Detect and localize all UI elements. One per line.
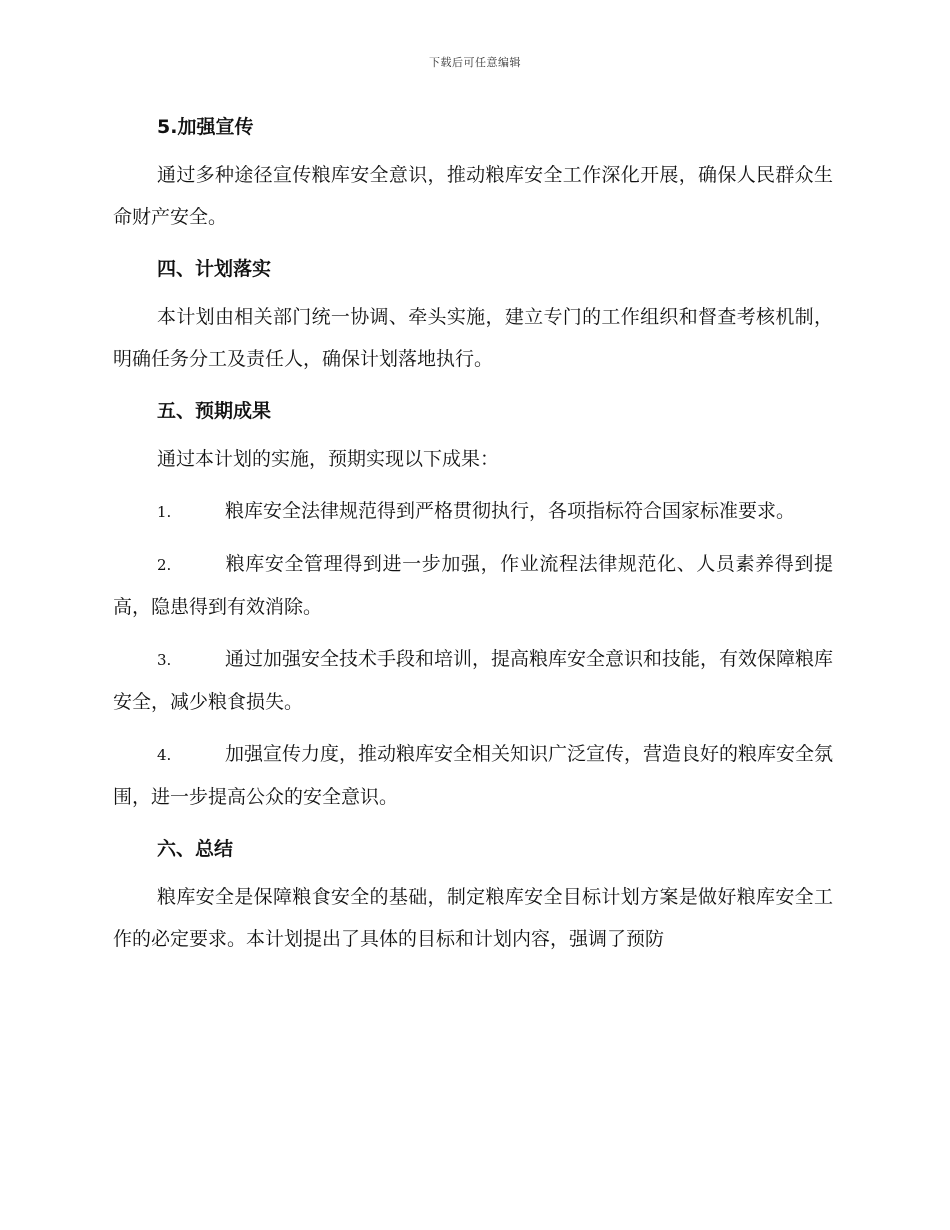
list-item-text: 粮库安全法律规范得到严格贯彻执行，各项指标符合国家标准要求。 <box>225 500 796 522</box>
section-heading-implementation: 四、计划落实 <box>157 258 272 280</box>
list-item-number: 2. <box>157 556 172 574</box>
list-item-text: 通过加强安全技术手段和培训，提高粮库安全意识和技能，有效保障粮库安全，减少粮食损失。 <box>113 648 834 713</box>
document-body <box>113 106 833 970</box>
list-item-number: 4. <box>157 746 172 764</box>
section-heading-publicity: 5.加强宣传 <box>157 116 254 138</box>
section-paragraph-publicity: 通过多种途径宣传粮库安全意识，推动粮库安全工作深化开展，确保人民群众生命财产安全。 <box>113 164 833 228</box>
list-item <box>113 638 833 723</box>
section-heading-summary: 六、总结 <box>157 838 234 860</box>
list-item <box>113 490 833 533</box>
list-item-number: 1. <box>157 503 172 521</box>
list-item-text: 加强宣传力度，推动粮库安全相关知识广泛宣传，营造良好的粮库安全氛围，进一步提高公众的安全意识。 <box>113 743 834 808</box>
section-paragraph-summary: 粮库安全是保障粮食安全的基础，制定粮库安全目标计划方案是做好粮库安全工作的必定要求。本计划提出了具体的目标和计划内容，强调了预防 <box>113 886 833 950</box>
section-paragraph-implementation: 本计划由相关部门统一协调、牵头实施，建立专门的工作组织和督查考核机制，明确任务分工及责任人，确保计划落地执行。 <box>113 306 833 370</box>
section-heading-expected-results: 五、预期成果 <box>157 400 272 422</box>
list-item-number: 3. <box>157 651 172 669</box>
page-header: 下载后可任意编辑 <box>429 56 521 69</box>
list-item <box>113 543 833 628</box>
list-item <box>113 733 833 818</box>
list-item-text: 粮库安全管理得到进一步加强，作业流程法律规范化、人员素养得到提高，隐患得到有效消除。 <box>113 553 833 618</box>
section-paragraph-expected-intro: 通过本计划的实施，预期实现以下成果： <box>157 448 500 470</box>
